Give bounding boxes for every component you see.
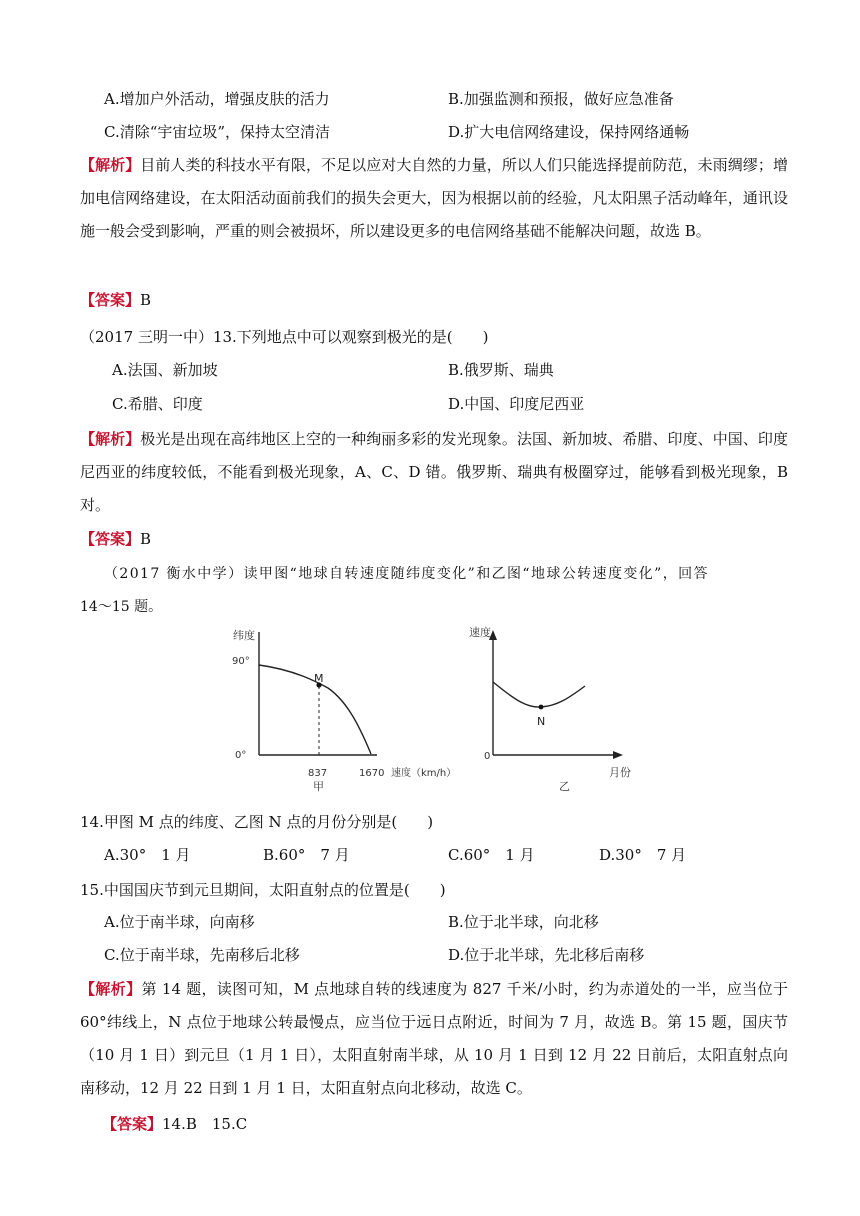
q12-option-b: B.加强监测和预报，做好应急准备 [448, 90, 674, 108]
q13-answer [80, 529, 151, 549]
q15-option-a: A.位于南半球，向南移 [104, 913, 255, 931]
q13-stem: （2017 三明一中）13.下列地点中可以观察到极光的是( ) [80, 328, 489, 346]
q13-option-b: B.俄罗斯、瑞典 [448, 361, 554, 379]
q1415-analysis [80, 973, 788, 1105]
q12-option-a: A.增加户外活动，增强皮肤的活力 [104, 90, 330, 108]
q13-analysis [80, 423, 788, 522]
q14-option-c: C.60° 1 月 [448, 846, 535, 864]
analysis-tag: 【解析】 [80, 430, 141, 448]
q14-option-d: D.30° 7 月 [599, 846, 687, 864]
q15-option-c: C.位于南半球，先南移后北移 [104, 946, 300, 964]
analysis-tag: 【解析】 [80, 156, 141, 174]
q14-option-b: B.60° 7 月 [263, 846, 350, 864]
intro-line-2: 14～15 题。 [80, 599, 163, 615]
q15-option-d: D.位于北半球，先北移后南移 [448, 946, 645, 964]
q15-option-b: B.位于北半球，向北移 [448, 913, 599, 931]
analysis-tag: 【解析】 [80, 980, 142, 998]
q15-stem: 15.中国国庆节到元旦期间，太阳直射点的位置是( ) [80, 881, 446, 899]
analysis-text: 第 14 题，读图可知，M 点地球自转的线速度为 827 千米/小时，约为赤道处的一半，应当位于 60°纬线上，N 点位于地球公转最慢点，应当位于远日点附近，时间为 7 月，故选 B。第 15 题，国庆节（10 月 1 日）到元旦（1 月 1 日），太阳直射南半球，从 10 月 1 日到 12 月 22 日前后，太阳直射点向南移动，12 月 22 日到 1 月 1 日，太阳直射点向北移动，故选 C。 [80, 980, 788, 1097]
q12-answer [80, 290, 151, 310]
x-axis-label: 月份 [609, 766, 631, 779]
answer-tag: 【答案】 [80, 530, 141, 548]
figure-yi [465, 622, 645, 794]
y-tick-0: 0° [235, 750, 247, 761]
analysis-text: 极光是出现在高纬地区上空的一种绚丽多彩的发光现象。法国、新加坡、希腊、印度、中国、印度尼西亚的纬度较低，不能看到极光现象，A、C、D 错。俄罗斯、瑞典有极圈穿过，能够看到极光现象，B 对。 [80, 430, 788, 514]
revolution-speed-curve [493, 682, 585, 707]
q12-option-c: C.清除“宇宙垃圾”，保持太空清洁 [104, 123, 331, 141]
x-tick-1670: 1670 [359, 768, 385, 779]
q12-analysis [80, 149, 788, 248]
y-tick-90: 90° [232, 656, 250, 667]
q12-option-d: D.扩大电信网络建设，保持网络通畅 [448, 123, 690, 141]
point-m-label: M [314, 672, 324, 685]
answer-tag: 【答案】 [80, 291, 141, 309]
x-axis-label: 速度（km/h） [391, 768, 457, 779]
analysis-text: 目前人类的科技水平有限，不足以应对大自然的力量，所以人们只能选择提前防范，未雨绸缪；增加电信网络建设，在太阳活动面前我们的损失会更大，因为根据以前的经验，凡太阳黑子活动峰年，通讯设施一般会受到影响，严重的则会被损坏，所以建设更多的电信网络基础不能解决问题，故选 B。 [80, 156, 788, 240]
q1415-answer [102, 1114, 247, 1134]
x-tick-837: 837 [308, 768, 328, 779]
answer-value: B [140, 291, 152, 309]
q14-option-a: A.30° 1 月 [104, 846, 191, 864]
figure-caption-jia: 甲 [313, 780, 324, 793]
point-n-label: N [537, 715, 546, 728]
x-axis-arrow [613, 751, 623, 759]
q13-option-c: C.希腊、印度 [112, 395, 203, 413]
q13-option-d: D.中国、印度尼西亚 [448, 395, 585, 413]
y-axis-label: 速度 [469, 626, 491, 639]
origin-label: 0 [484, 751, 491, 762]
answer-value: 14.B 15.C [162, 1115, 248, 1133]
y-axis-label: 纬度 [233, 629, 255, 642]
figure-caption-yi: 乙 [559, 780, 570, 793]
intro-line-1: （2017 衡水中学）读甲图“地球自转速度随纬度变化”和乙图“地球公转速度变化”，回答 [104, 566, 709, 582]
answer-value: B [140, 530, 152, 548]
q13-option-a: A.法国、新加坡 [112, 361, 218, 379]
figure-jia [225, 622, 465, 794]
point-n [539, 705, 544, 710]
answer-tag: 【答案】 [102, 1115, 163, 1133]
q14-stem: 14.甲图 M 点的纬度、乙图 N 点的月份分别是( ) [80, 813, 434, 831]
